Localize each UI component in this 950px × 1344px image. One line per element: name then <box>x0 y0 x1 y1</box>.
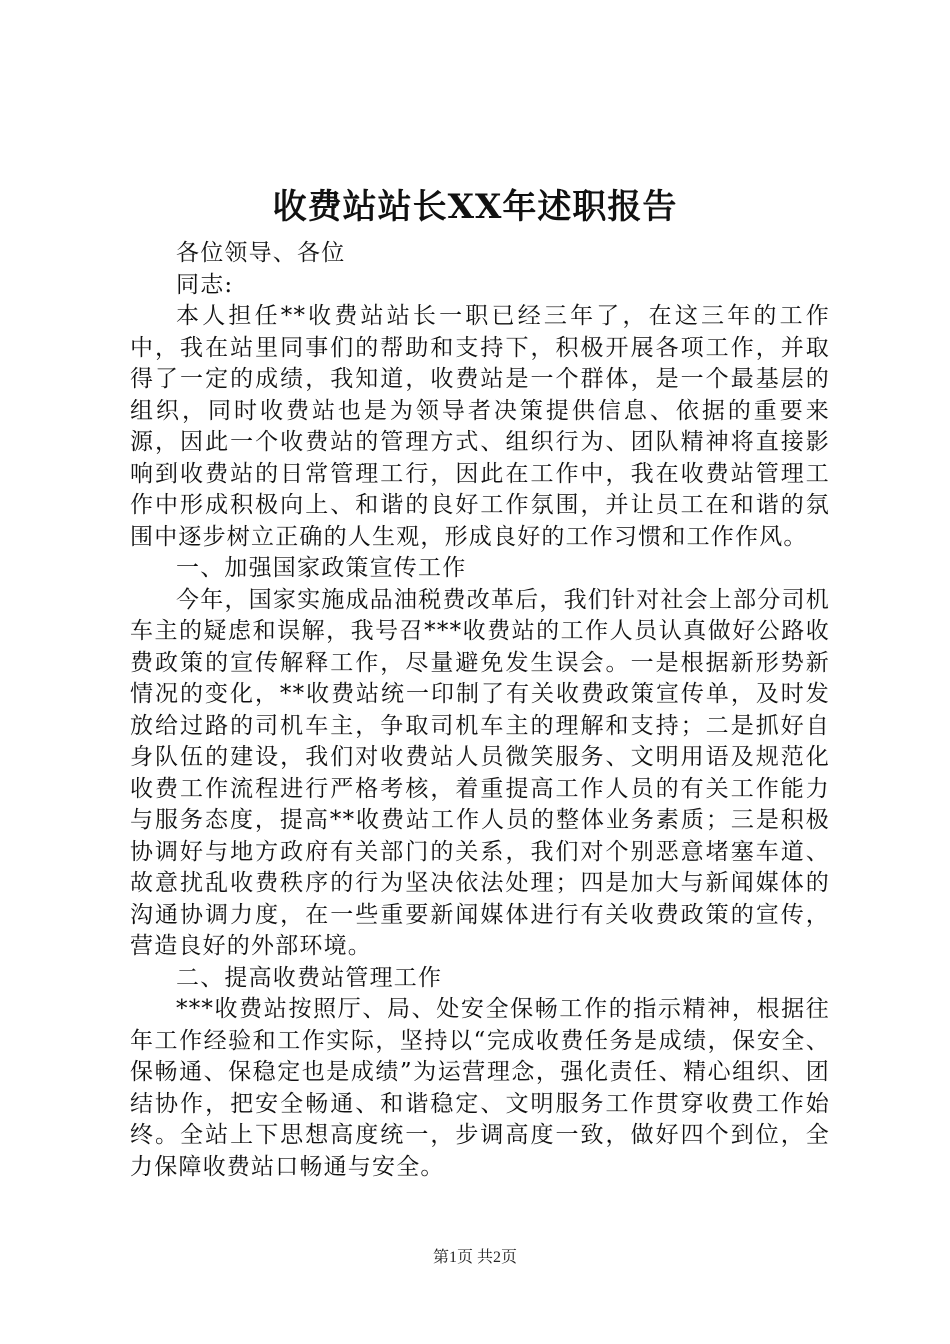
document-title: 收费站站长XX年述职报告 <box>272 187 678 227</box>
section-heading-2: 二、提高收费站管理工作 <box>176 964 443 991</box>
page-footer: 第1页 共2页 <box>432 1249 517 1266</box>
salutation-line-1: 各位领导、各位 <box>176 240 346 266</box>
document-body <box>130 238 830 1183</box>
section-heading-1: 一、加强国家政策宣传工作 <box>176 555 467 581</box>
section-2-paragraph: ***收费站按照厅、局、处安全保畅工作的指示精神，根据往年工作经验和工作实际，坚持以“完成收费任务是成绩，保安全、保畅通、保稳定也是成绩”为运营理念，强化责任、精心组织、团结协作，把安全畅通、和谐稳定、文明服务工作贯穿收费工作始终。全站上下思想高度统一，步调高度一致，做好四个到位，全力保障收费站口畅通与安全。 <box>130 996 830 1180</box>
salutation-line-2: 同志: <box>176 271 234 298</box>
intro-paragraph: 本人担任**收费站站长一职已经三年了，在这三年的工作中，我在站里同事们的帮助和支持下，积极开展各项工作，并取得了一定的成绩，我知道，收费站是一个群体，是一个最基层的组织，同时收费站也是为领导者决策提供信息、依据的重要来源，因此一个收费站的管理方式、组织行为、团队精神将直接影响到收费站的日常管理工行，因此在工作中，我在收费站管理工作中形成积极向上、和谐的良好工作氛围，并让员工在和谐的氛围中逐步树立正确的人生观，形成良好的工作习惯和工作作风。 <box>130 303 830 550</box>
section-1-paragraph: 今年，国家实施成品油税费改革后，我们针对社会上部分司机车主的疑虑和误解，我号召***收费站的工作人员认真做好公路收费政策的宣传解释工作，尽量避免发生误会。一是根据新形势新情况的变化，**收费站统一印制了有关收费政策宣传单，及时发放给过路的司机车主，争取司机车主的理解和支持；二是抓好自身队伍的建设，我们对收费站人员微笑服务、文明用语及规范化收费工作流程进行严格考核，着重提高工作人员的有关工作能力与服务态度，提高**收费站工作人员的整体业务素质；三是积极协调好与地方政府有关部门的关系，我们对个别恶意堵塞车道、故意扰乱收费秩序的行为坚决依法处理；四是加大与新闻媒体的沟通协调力度，在一些重要新闻媒体进行有关收费政策的宣传，营造良好的外部环境。 <box>130 586 830 959</box>
